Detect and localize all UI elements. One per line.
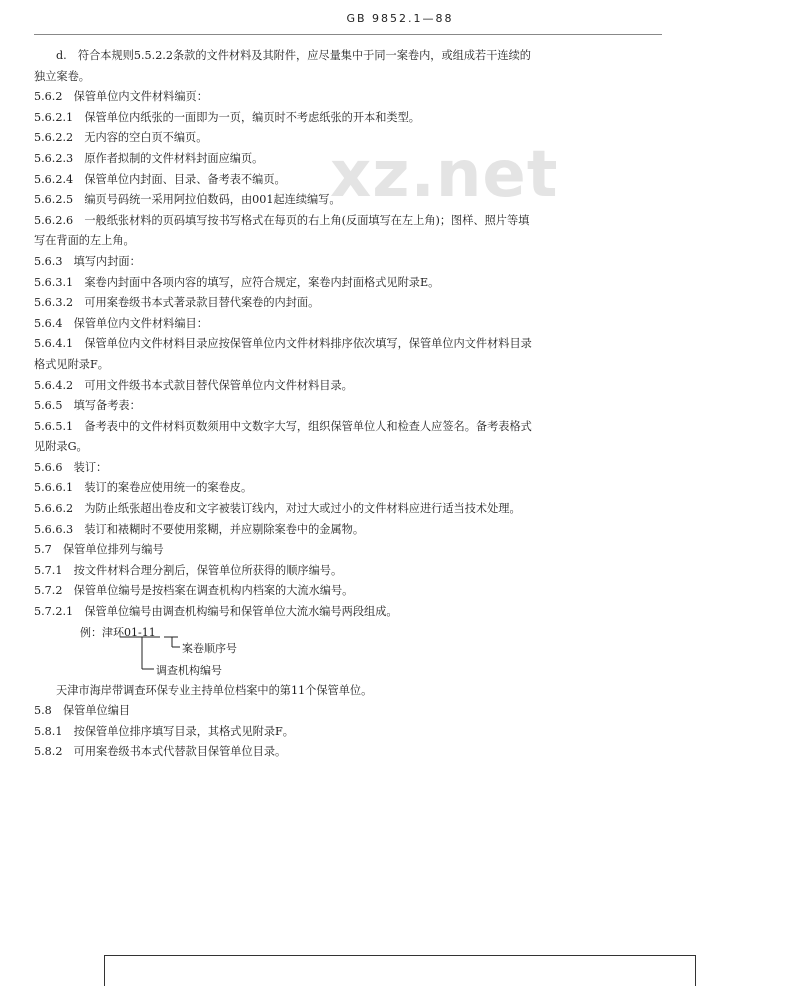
text-line: 5.7 保管单位排列与编号	[34, 543, 164, 557]
text-line: 5.6.6.1 装订的案卷应使用统一的案卷皮。	[34, 481, 253, 495]
text-line: 5.6.4 保管单位内文件材料编目：	[34, 316, 208, 330]
text-line: 5.6.2.1 保管单位内纸张的一面即为一页，编页时不考虑纸张的开本和类型。	[34, 110, 420, 124]
label-sequence-number: 案卷顺序号	[182, 641, 237, 655]
text-line: 5.6.6 装订：	[34, 460, 108, 474]
text-line: 5.7.1 按文件材料合理分割后，保管单位所获得的顺序编号。	[34, 563, 343, 577]
text-line: 5.6.3 填写内封面：	[34, 254, 141, 268]
text-line: 5.8 保管单位编目	[34, 704, 131, 718]
text-line: 5.6.2.2 无内容的空白页不编页。	[34, 131, 208, 145]
text-line: 5.6.2.5 编页号码统一采用阿拉伯数码，由001起连续编写。	[34, 193, 341, 207]
text-line: 见附录G。	[34, 440, 88, 454]
paragraph-list-after	[34, 681, 662, 763]
document-body	[34, 46, 662, 763]
text-line: 5.8.2 可用案卷级书本式代替款目保管单位目录。	[34, 745, 287, 759]
text-line: 5.6.2.4 保管单位内封面、目录、备考表不编页。	[34, 172, 286, 186]
text-line: 5.6.5.1 备考表中的文件材料页数须用中文数字大写，组织保管单位人和检查人应签名。备考表格式	[34, 419, 532, 433]
text-line: 5.6.4.2 可用文件级书本式款目替代保管单位内文件材料目录。	[34, 378, 353, 392]
watermark: xz.net	[330, 138, 559, 212]
text-line: 5.6.2.3 原作者拟制的文件材料封面应编页。	[34, 151, 264, 165]
text-line: 5.6.4.1 保管单位内文件材料目录应按保管单位内文件材料排序依次填写，保管单位内文件材料目录	[34, 337, 532, 351]
text-line: 5.6.6.2 为防止纸张超出卷皮和文字被装订线内，对过大或过小的文件材料应进行适当技术处理。	[34, 502, 521, 516]
paragraph-list	[34, 46, 662, 623]
text-line: 写在背面的左上角。	[34, 234, 135, 248]
text-line: 5.6.2 保管单位内文件材料编页：	[34, 90, 208, 104]
text-line: d. 符合本规则5.5.2.2条款的文件材料及其附件，应尽量集中于同一案卷内，或组成若干连续的	[56, 49, 531, 62]
text-line: 5.6.5 填写备考表：	[34, 399, 141, 413]
text-line: 5.6.3.1 案卷内封面中各项内容的填写，应符合规定，案卷内封面格式见附录E。	[34, 275, 440, 289]
text-line: 5.8.1 按保管单位排序填写目录，其格式见附录F。	[34, 724, 294, 738]
header-rule	[34, 34, 662, 35]
text-line: 5.6.6.3 装订和裱糊时不要使用浆糊，并应剔除案卷中的金属物。	[34, 522, 365, 536]
text-line: 5.7.2.1 保管单位编号由调查机构编号和保管单位大流水编号两段组成。	[34, 605, 398, 619]
text-line: 天津市海岸带调查环保专业主持单位档案中的第11个保管单位。	[56, 683, 373, 697]
example-code: 例：津环01-11	[80, 625, 156, 639]
text-line: 格式见附录F。	[34, 357, 109, 371]
text-line: 独立案卷。	[34, 69, 90, 83]
standard-number-header: GB 9852.1—88	[346, 12, 454, 25]
label-agency-number: 调查机构编号	[156, 663, 222, 677]
text-line: 5.6.3.2 可用案卷级书本式著录款目替代案卷的内封面。	[34, 296, 320, 310]
footer-frame	[104, 955, 696, 986]
text-line: 5.7.2 保管单位编号是按档案在调查机构内档案的大流水编号。	[34, 584, 354, 598]
numbering-example	[80, 623, 662, 681]
text-line: 5.6.2.6 一般纸张材料的页码填写按书写格式在每页的右上角(反面填写在左上角)；图样、照片等填	[34, 213, 530, 227]
